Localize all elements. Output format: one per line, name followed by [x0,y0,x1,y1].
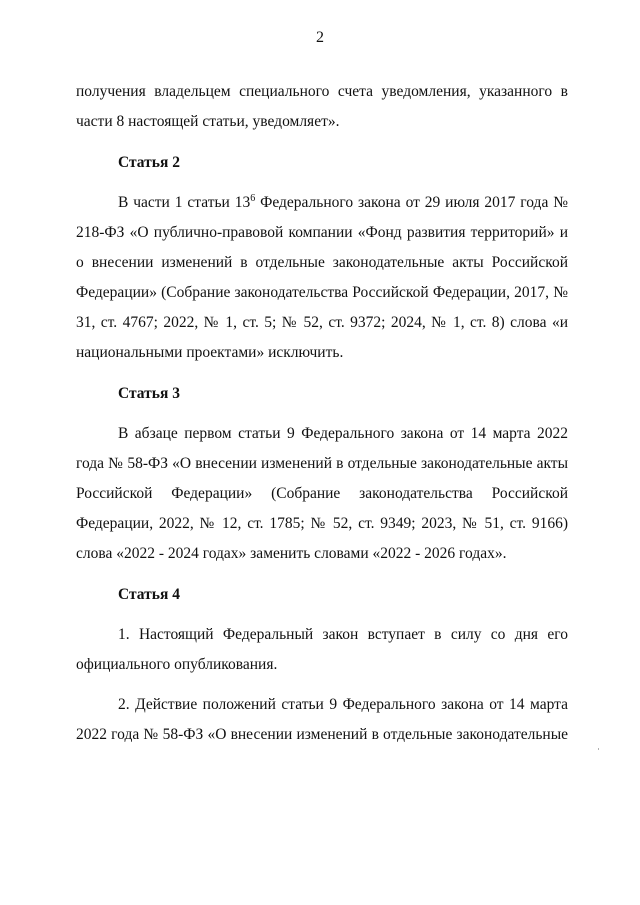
article-2-text-end: Федерального закона от 29 июля 2017 года № 218-ФЗ «О публично-правовой компании «Фонд развития территорий» и о внесении изменений в отдельные законодательные акты Российской Федерации» (Собрание законодательства Российской Федерации, 2017, № 31, ст. 4767; 2022, № 1, ст. 5; № 52, ст. 9372; 2024, № 1, ст. 8) слова «и национальными проектами» исключить. [76,194,568,361]
article-3-paragraph: В абзаце первом статьи 9 Федерального закона от 14 марта 2022 года № 58-ФЗ «О внесении изменений в отдельные законодательные акты Российской Федерации» (Собрание законодательства Российской Федерации, 2022, № 12, ст. 1785; № 52, ст. 9349; 2023, № 51, ст. 9166) слова «2022 - 2024 годах» заменить словами «2022 - 2026 годах». [76,425,568,562]
article-4-item-2: 2. Действие положений статьи 9 Федерального закона от 14 марта 2022 года № 58-ФЗ «О внесении изменений в отдельные законодательные [76,696,568,743]
continuation-paragraph: получения владельцем специального счета уведомления, указанного в части 8 настоящей статьи, уведомляет». [76,83,568,130]
article-4-heading: Статья 4 [118,586,180,603]
article-4-item-1: 1. Настоящий Федеральный закон вступает в силу со дня его официального опубликования. [76,626,568,673]
article-2-heading: Статья 2 [118,154,180,171]
article-2-paragraph [76,188,568,368]
paragraph-gap [76,680,568,690]
page-number: 2 [316,29,324,46]
scan-mark [598,748,599,750]
article-2-text-start: В части 1 статьи 13 [118,194,251,211]
article-3-heading: Статья 3 [118,385,180,402]
document-body [76,77,568,750]
article-2-superscript: 6 [250,192,256,204]
